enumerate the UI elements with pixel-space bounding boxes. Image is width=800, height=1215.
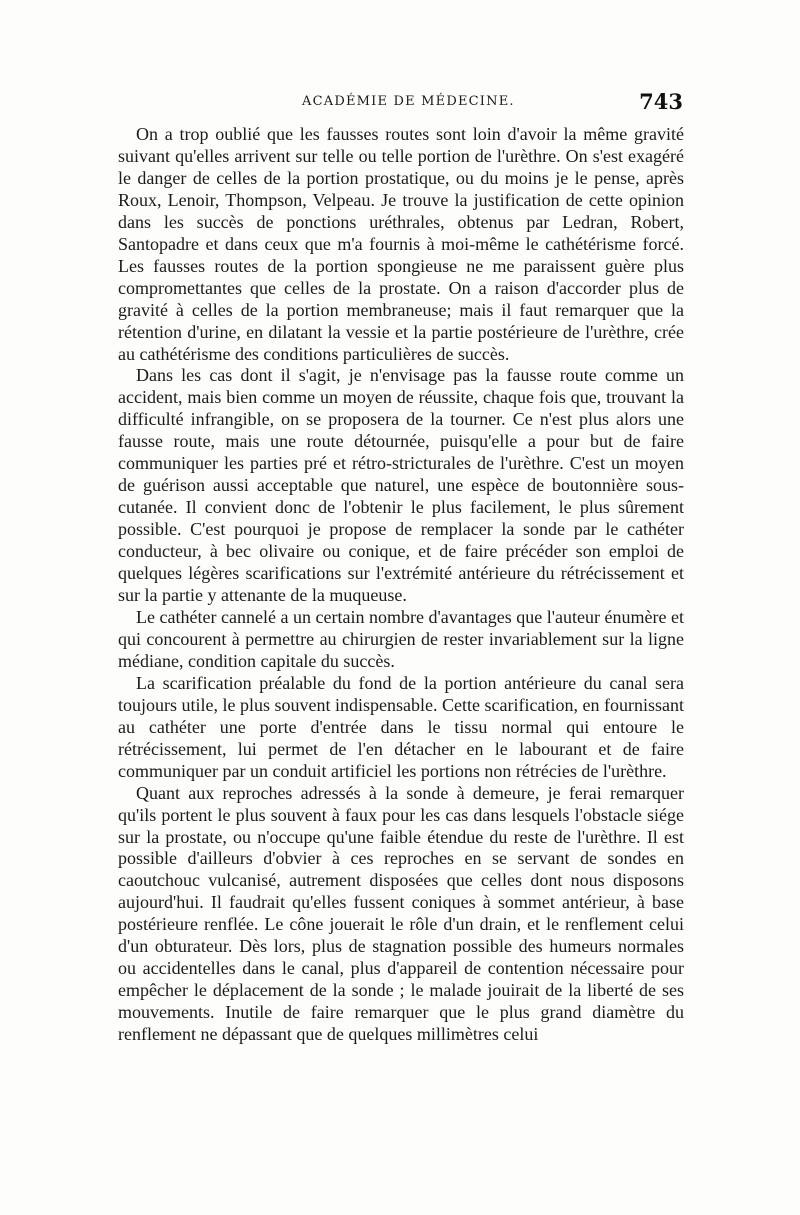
paragraph: Dans les cas dont il s'agit, je n'envisage pas la fausse route comme un accident, mais bien comme un moyen de réussite, chaque fois que, trouvant la difficulté infrangible, on se proposera de la tourner. Ce n'est plus alors une fausse route, mais une route détournée, puisqu'elle a pour but de faire communiquer les parties pré et rétro-stricturales de l'urèthre. C'est un moyen de guérison aussi acceptable que naturel, une espèce de boutonnière sous-cutanée. Il convient donc de l'obtenir le plus facilement, le plus sûrement possible. C'est pourquoi je propose de remplacer la sonde par le cathéter conducteur, à bec olivaire ou conique, et de faire précéder son emploi de quelques légères scarifications sur l'extrémité antérieure du rétrécissement et sur la partie y attenante de la muqueuse. bbox=[118, 365, 684, 606]
paragraph: On a trop oublié que les fausses routes sont loin d'avoir la même gravité suivant qu'elles arrivent sur telle ou telle portion de l'urèthre. On s'est exagéré le danger de celles de la portion prostatique, ou du moins je le pense, après Roux, Lenoir, Thompson, Velpeau. Je trouve la justification de cette opinion dans les succès de ponctions uréthrales, obtenus par Ledran, Robert, Santopadre et dans ceux que m'a fournis à moi-même le cathétérisme forcé. Les fausses routes de la portion spongieuse ne me paraissent guère plus compromettantes que celles de la prostate. On a raison d'accorder plus de gravité à celles de la portion membraneuse; mais il faut remarquer que la rétention d'urine, en dilatant la vessie et la partie postérieure de l'urèthre, crée au cathétérisme des conditions particulières de succès. bbox=[118, 124, 684, 364]
paragraph: La scarification préalable du fond de la portion antérieure du canal sera toujours utile, le plus souvent indispensable. Cette scarification, en fournissant au cathéter une porte d'entrée dans le tissu normal qui entoure le rétrécissement, lui permet de l'en détacher en le labourant et de faire communiquer par un conduit artificiel les portions non rétrécies de l'urèthre. bbox=[118, 672, 684, 781]
paragraph: Quant aux reproches adressés à la sonde à demeure, je ferai remarquer qu'ils portent le plus souvent à faux pour les cas dans lesquels l'obstacle siége sur la prostate, ou n'occupe qu'une faible étendue du reste de l'urèthre. Il est possible d'ailleurs d'obvier à ces reproches en se servant de sondes en caoutchouc vulcanisé, autrement disposées que celles dont nous disposons aujourd'hui. Il faudrait qu'elles fussent coniques à sommet antérieur, à base postérieure renflée. Le cône jouerait le rôle d'un drain, et le renflement celui d'un obturateur. Dès lors, plus de stagnation possible des humeurs normales ou accidentelles dans le canal, plus d'appareil de contention nécessaire pour empêcher le déplacement de la sonde ; le malade jouirait de la liberté de ses mouvements. Inutile de faire remarquer que le plus grand diamètre du renflement ne dépassant que de quelques millimètres celui bbox=[118, 782, 684, 1045]
page-number: 743 bbox=[639, 89, 683, 114]
page-header bbox=[117, 89, 685, 120]
running-head: ACADÉMIE DE MÉDECINE. bbox=[302, 94, 515, 109]
body-text bbox=[118, 124, 684, 1046]
paragraph: Le cathéter cannelé a un certain nombre d'avantages que l'auteur énumère et qui concourent à permettre au chirurgien de rester invariablement sur la ligne médiane, condition capitale du succès. bbox=[118, 606, 684, 671]
